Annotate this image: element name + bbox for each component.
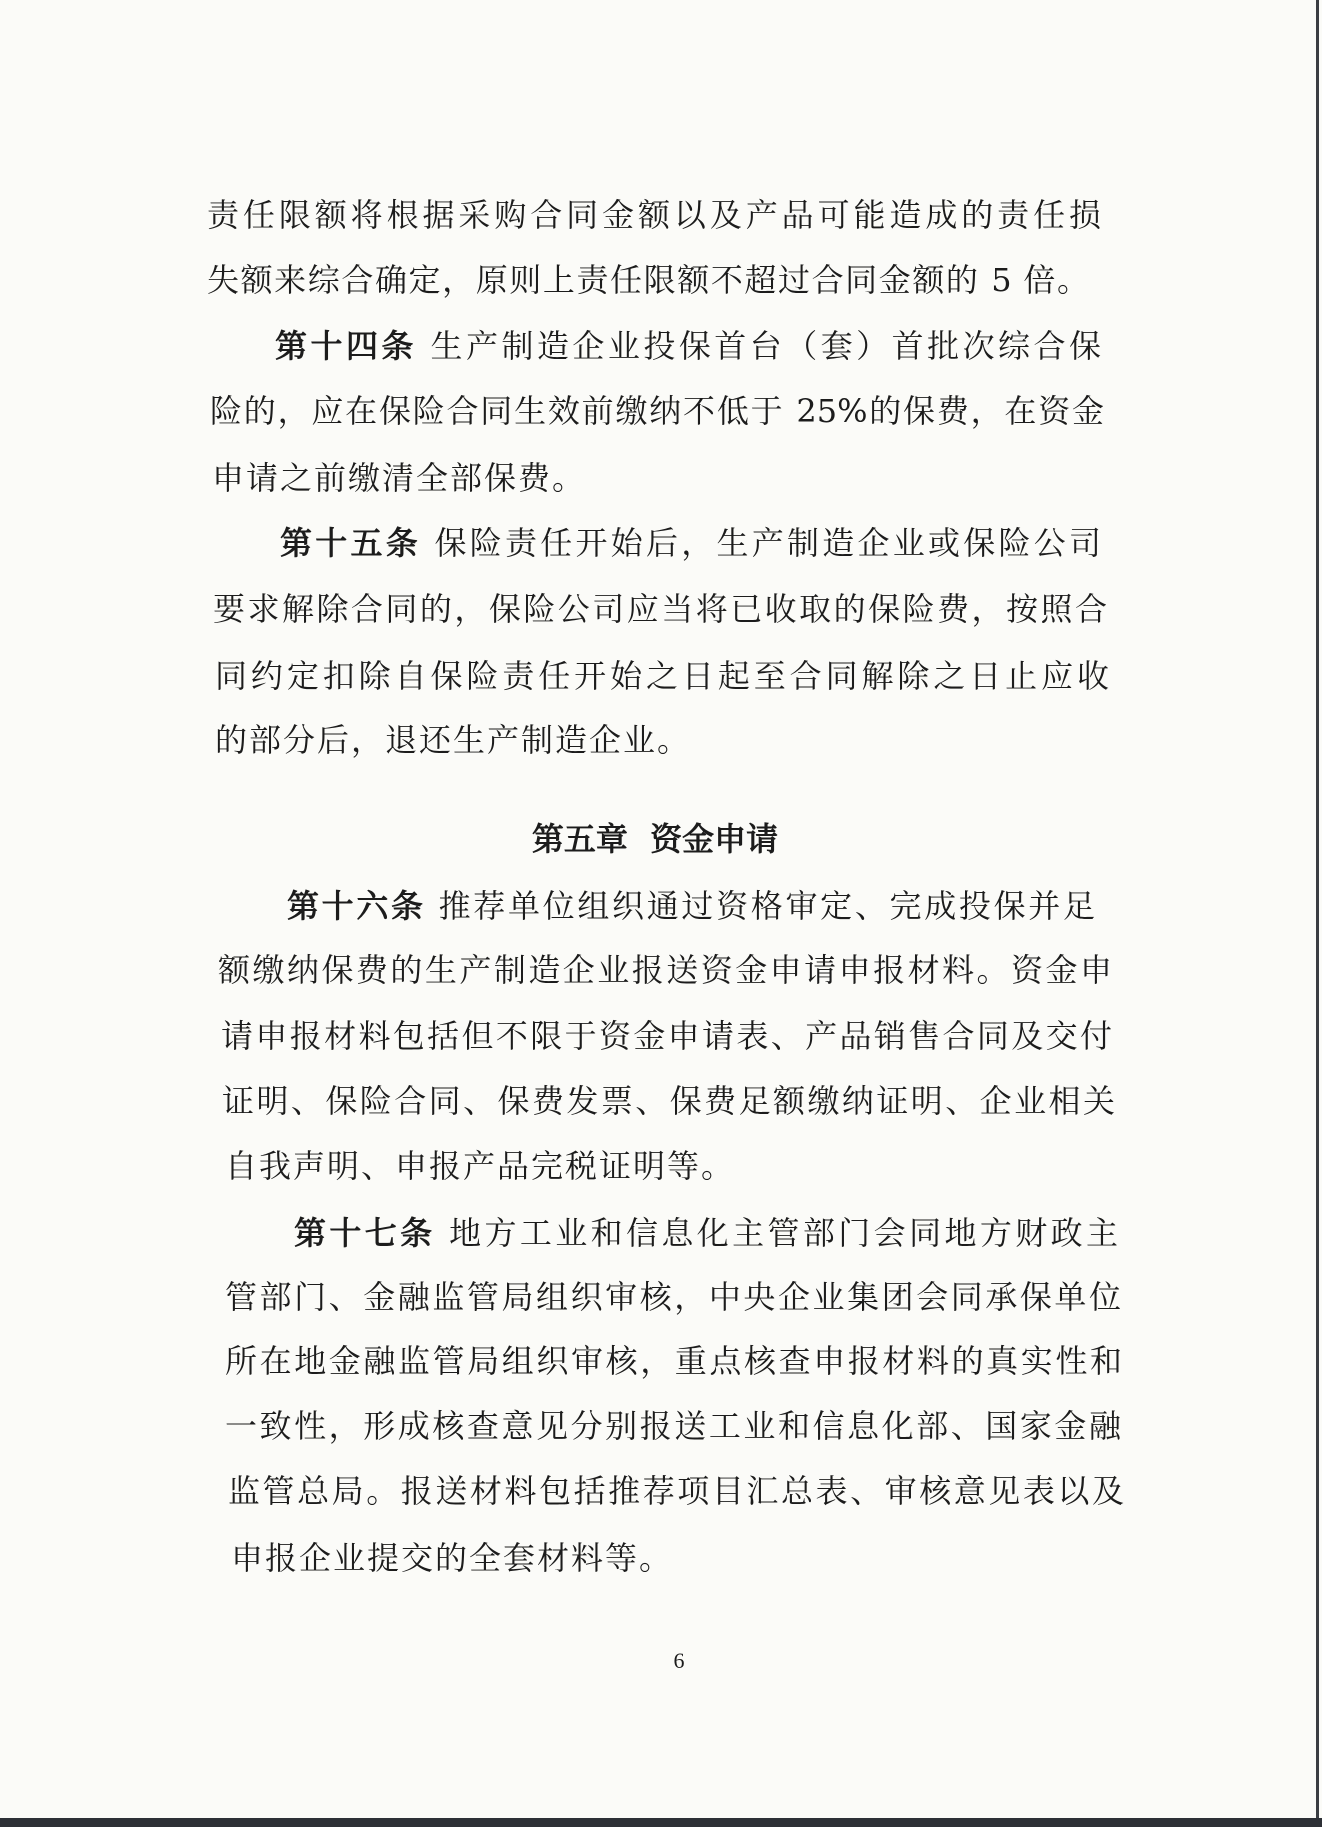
article-14-first-line <box>275 326 1101 366</box>
paragraph-line: 一致性，形成核查意见分别报送工业和信息化部、国家金融 <box>225 1407 1121 1445</box>
article-15-label: 第十五条 <box>280 524 422 562</box>
paragraph-line: 请申报材料包括但不限于资金申请表、产品销售合同及交付 <box>221 1017 1112 1055</box>
paragraph-line: 要求解除合同的，保险公司应当将已收取的保险费，按照合 <box>213 590 1107 628</box>
article-15-text: 保险责任开始后，生产制造企业或保险公司 <box>434 524 1101 562</box>
article-17-first-line <box>294 1213 1118 1253</box>
scan-edge-right <box>1316 0 1319 1827</box>
paragraph-line: 同约定扣除自保险责任开始之日起至合同解除之日止应收 <box>215 657 1109 695</box>
paragraph-line: 所在地金融监管局组织审核，重点核查申报材料的真实性和 <box>225 1342 1122 1380</box>
article-17-label: 第十七条 <box>294 1214 436 1252</box>
paragraph-line: 责任限额将根据采购合同金额以及产品可能造成的责任损 <box>207 196 1101 234</box>
article-14-label: 第十四条 <box>275 327 417 365</box>
paragraph-line: 申报企业提交的全套材料等。 <box>231 1539 674 1577</box>
paragraph-line: 管部门、金融监管局组织审核，中央企业集团会同承保单位 <box>225 1278 1121 1316</box>
article-16-label: 第十六条 <box>287 887 426 925</box>
article-16-text: 推荐单位组织通过资格审定、完成投保并足 <box>438 887 1095 925</box>
paragraph-line: 险的，应在保险合同生效前缴纳不低于 25%的保费，在资金 <box>210 392 1104 430</box>
paragraph-line: 监管总局。报送材料包括推荐项目汇总表、审核意见表以及 <box>228 1472 1124 1510</box>
article-16-first-line <box>287 886 1095 926</box>
article-14-text: 生产制造企业投保首台（套）首批次综合保 <box>430 327 1101 365</box>
paragraph-line: 申请之前缴清全部保费。 <box>212 459 587 497</box>
paragraph-line: 额缴纳保费的生产制造企业报送资金申请申报材料。资金申 <box>218 951 1112 989</box>
article-15-first-line <box>280 523 1101 563</box>
page-number: 6 <box>673 1648 685 1673</box>
article-17-text: 地方工业和信息化主管部门会同地方财政主 <box>449 1214 1118 1252</box>
paragraph-line: 自我声明、申报产品完税证明等。 <box>225 1147 736 1185</box>
scan-edge-bottom <box>0 1818 1322 1827</box>
paragraph-line: 证明、保险合同、保费发票、保费足额缴纳证明、企业相关 <box>222 1082 1115 1120</box>
paragraph-line: 的部分后，退还生产制造企业。 <box>215 721 692 759</box>
paragraph-line: 失额来综合确定，原则上责任限额不超过合同金额的 5 倍。 <box>207 261 1089 299</box>
chapter-heading: 第五章 资金申请 <box>531 820 779 858</box>
